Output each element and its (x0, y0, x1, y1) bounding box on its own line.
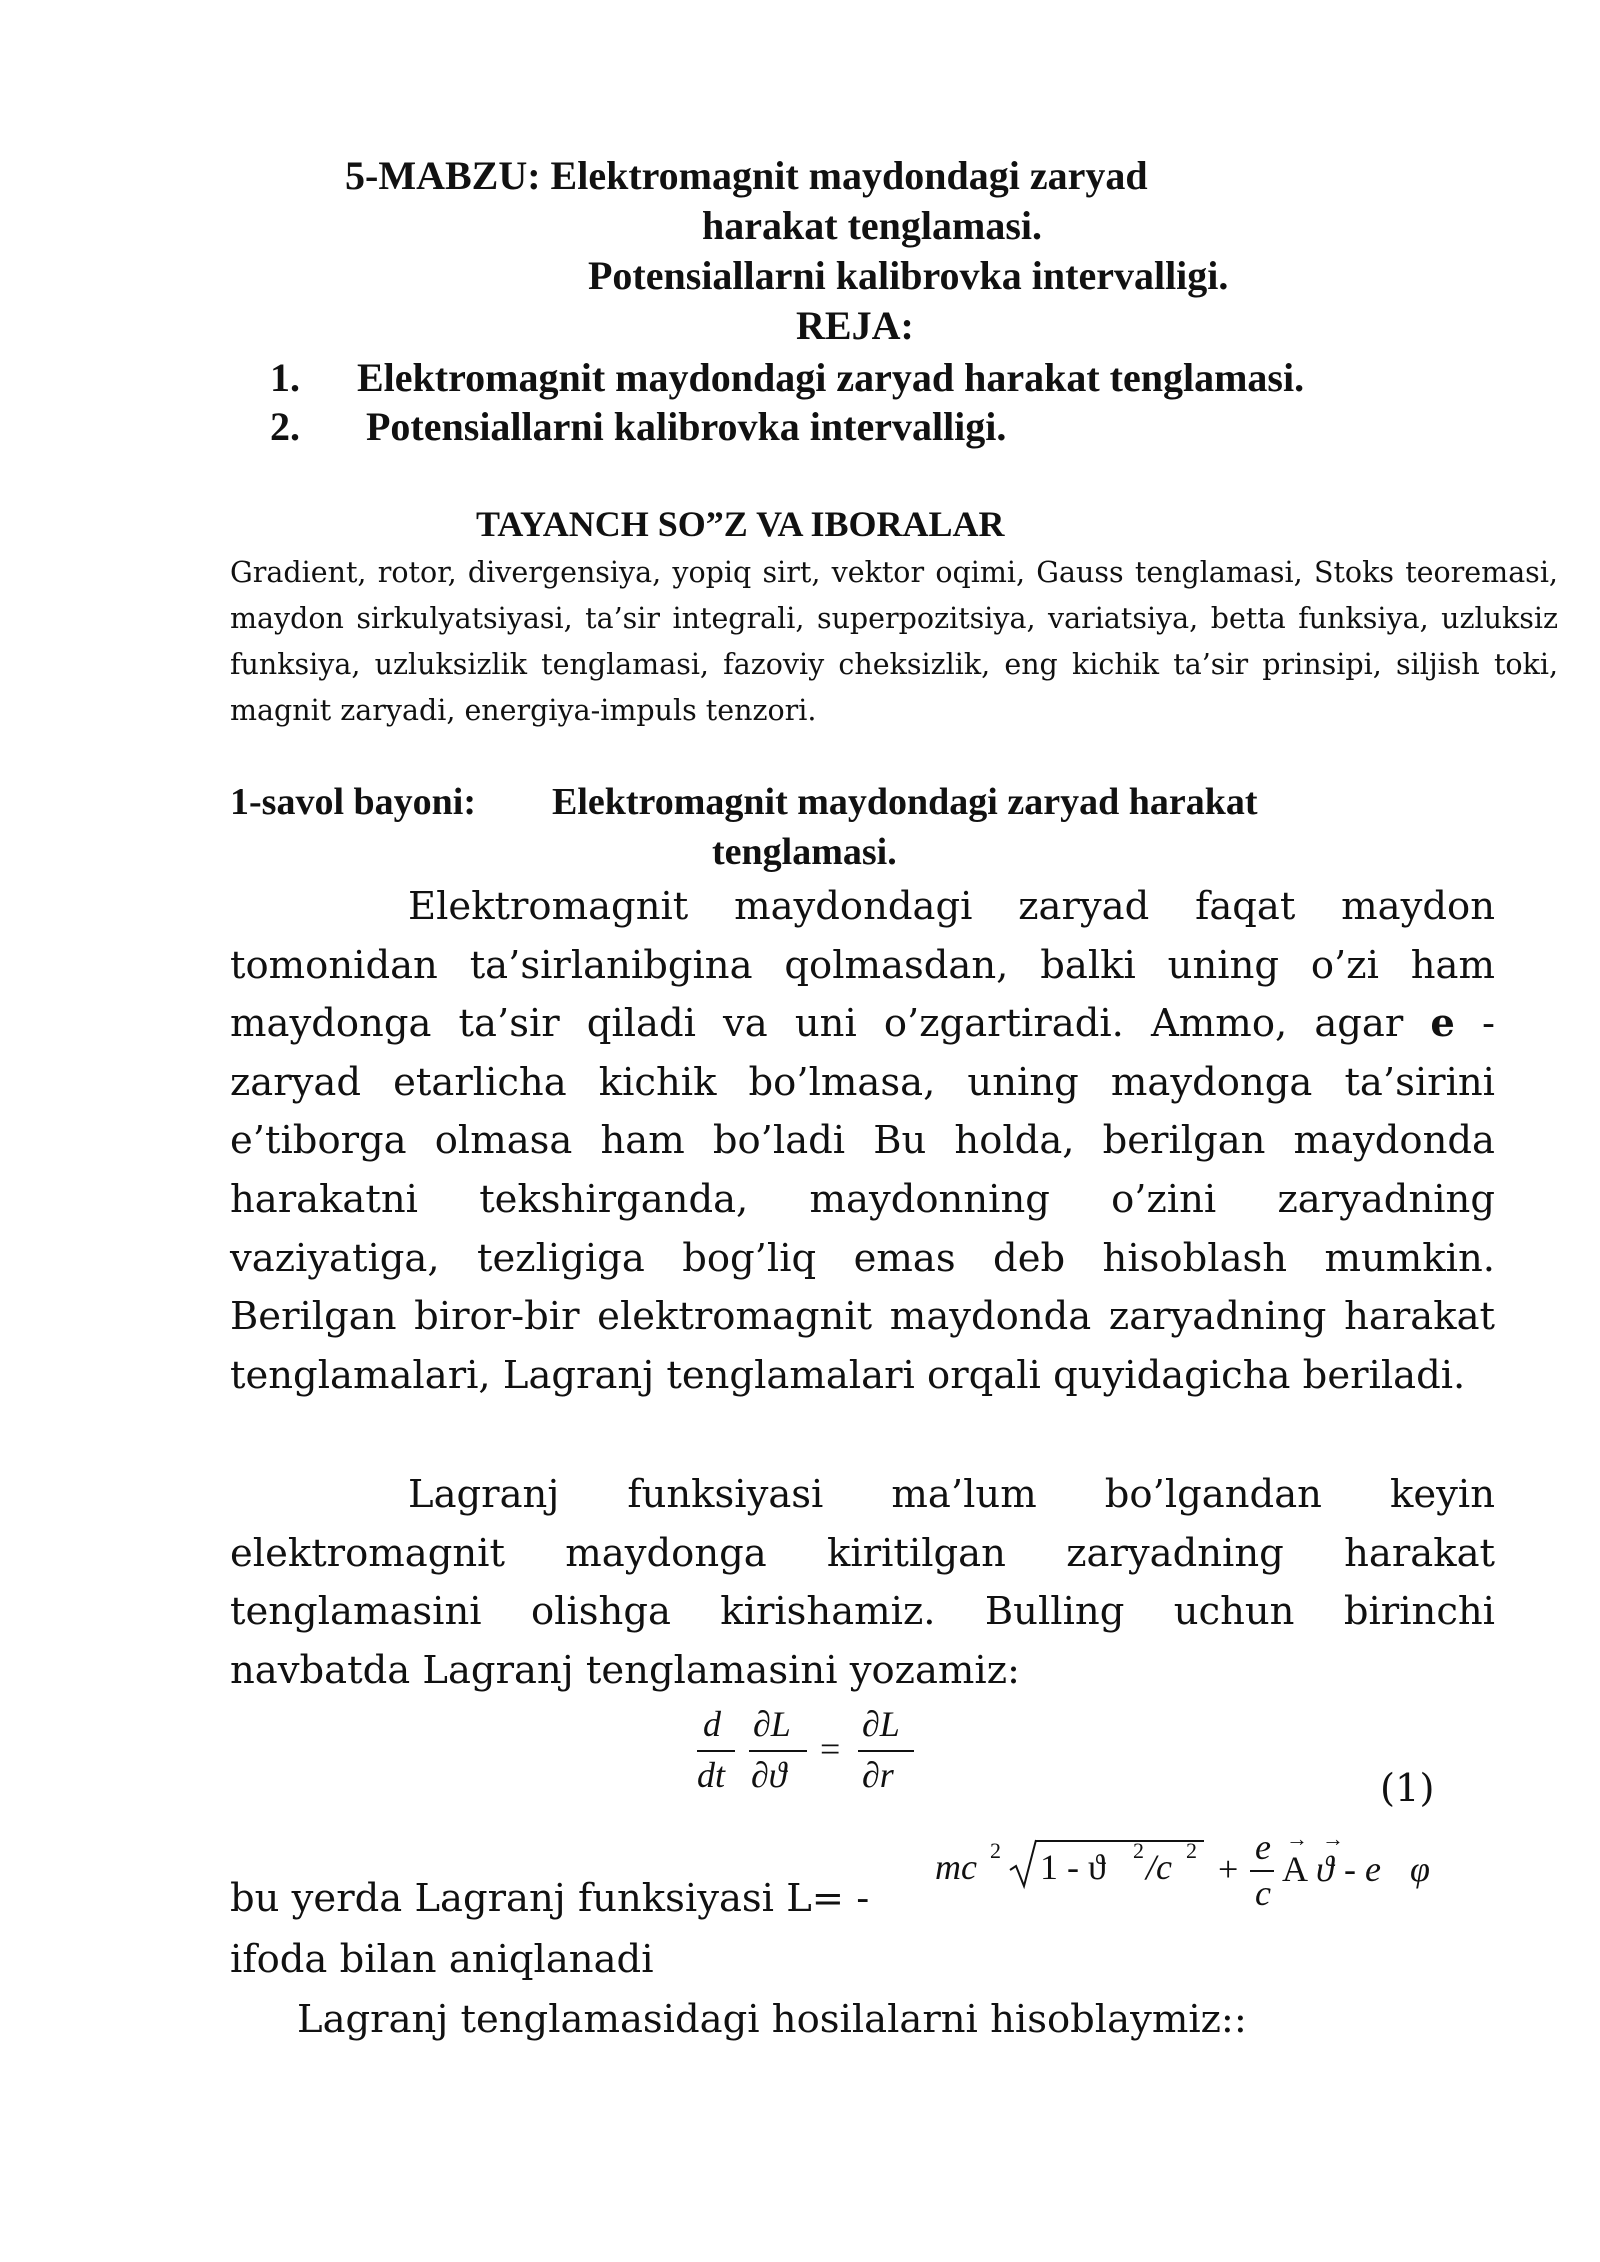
eq1-dL-numerator-1: ∂L (753, 1704, 791, 1744)
last-line: Lagranj tenglamasidagi hosilalarni hisoblaymiz:: (297, 1997, 1247, 2042)
lf-sup-2: 2 (990, 1838, 1001, 1863)
lf-c: c (1255, 1873, 1271, 1913)
lf-sqrt-overline (1036, 1840, 1204, 1842)
lf-minus-e: - e (1344, 1849, 1381, 1889)
after-formula-text: ifoda bilan aniqlanadi (230, 1937, 654, 1982)
paragraph-1-part-b: - zaryad etarlicha kichik bo’lmasa, uning maydonga ta’sirini e’tiborga olmasa ham bo’ladi Bu holda, berilgan maydonda harakatni tekshirganda, maydonning o’zini zaryadning vaziyatiga, tezligiga bog’liq emas deb hisoblash mumkin. Berilgan biror-bir elektromagnit maydonda zaryadning harakat tenglamalari, Lagranj tenglamalari orqali quyidagicha beriladi. (230, 1001, 1495, 1398)
lagrangian-intro: bu yerda Lagranj funksiyasi L= - (230, 1876, 870, 1921)
section-title-line-1: Elektromagnit maydondagi zaryad harakat (552, 781, 1258, 823)
reja-heading: REJA: (796, 303, 914, 348)
plan-item-1-number: 1. (270, 355, 300, 400)
eq1-d: d (703, 1704, 721, 1744)
title-line-3: Potensiallarni kalibrovka intervalligi. (588, 253, 1229, 298)
charge-symbol-e: e (1430, 1001, 1455, 1047)
eq1-dt: dt (697, 1755, 726, 1795)
section-title-line-2: tenglamasi. (712, 831, 897, 873)
eq1-equals: = (820, 1729, 841, 1769)
keywords-heading: TAYANCH SO”Z VA IBORALAR (476, 504, 1005, 544)
title-line-2: harakat tenglamasi. (702, 203, 1042, 248)
lf-theta: ϑ (1316, 1849, 1334, 1889)
lf-phi: φ (1410, 1849, 1430, 1889)
plan-item-2-number: 2. (270, 404, 300, 449)
title-line-1: 5-MABZU: Elektromagnit maydondagi zaryad (345, 153, 1148, 198)
lf-A: A (1282, 1849, 1308, 1889)
plan-item-2-text: Potensiallarni kalibrovka intervalligi. (366, 404, 1007, 449)
lf-e: e (1255, 1827, 1271, 1867)
eq1-frac-bar-2 (749, 1750, 807, 1752)
section-label: 1-savol bayoni: (230, 781, 476, 823)
eq1-dL-numerator-2: ∂L (862, 1704, 900, 1744)
lf-vector-arrow-icon: → (1286, 1826, 1308, 1851)
eq1-frac-bar-3 (858, 1750, 914, 1752)
keywords-text: Gradient, rotor, divergensiya, yopiq sirt, vektor oqimi, Gauss tenglamasi, Stoks teoremasi, maydon sirkulyatsiyasi, ta’sir integrali, superpozitsiya, variatsiya, betta funksiya, uzluksiz funksiya, uzluksizlik tenglamasi, fazoviy cheksizlik, eng kichik ta’sir prinsipi, siljish toki, magnit zaryadi, energiya-impuls tenzori. (230, 556, 1558, 727)
lf-sup-2c: 2 (1186, 1838, 1197, 1863)
eq1-frac-bar-1 (697, 1750, 735, 1752)
lf-vector-arrow-icon-2: → (1322, 1826, 1344, 1851)
eq1-dtheta: ∂ϑ (751, 1755, 787, 1795)
lf-plus: + (1218, 1849, 1239, 1889)
lf-sqrt-icon (1008, 1838, 1038, 1890)
lf-mc: mc (935, 1847, 977, 1887)
paragraph-1 (230, 878, 1495, 1405)
eq1-dr: ∂r (862, 1755, 894, 1795)
lf-sup-2b: 2 (1133, 1838, 1144, 1863)
plan-item-1-text: Elektromagnit maydondagi zaryad harakat tenglamasi. (357, 355, 1305, 400)
eq1-number: (1) (1380, 1766, 1435, 1811)
lf-slash-c: /c (1146, 1847, 1172, 1887)
paragraph-1-part-a: Elektromagnit maydondagi zaryad faqat maydon tomonidan ta’sirlanibgina qolmasdan, balki uning o’zi ham maydonga ta’sir qiladi va uni o’zgartiradi. Ammo, agar (230, 884, 1495, 1047)
paragraph-2: Lagranj funksiyasi ma’lum bo’lgandan keyin elektromagnit maydonga kiritilgan zaryadning harakat tenglamasini olishga kirishamiz. Bulling uchun birinchi navbatda Lagranj tenglamasini yozamiz: (230, 1472, 1495, 1693)
lf-root-body: 1 - ϑ (1040, 1847, 1106, 1887)
